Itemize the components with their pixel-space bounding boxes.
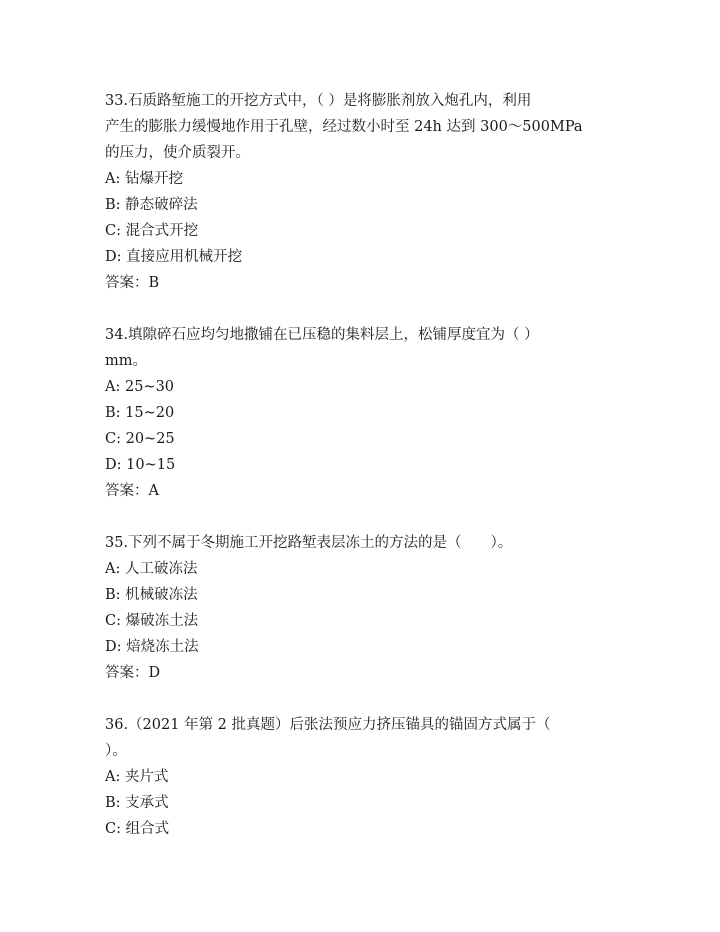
option-b: B: 支承式 [105, 795, 169, 811]
question-stem-line: ）。 [105, 743, 127, 759]
question-34 [105, 322, 625, 504]
question-stem-line: 34.填隙碎石应均匀地撒铺在已压稳的集料层上，松铺厚度宜为（ ） [105, 327, 539, 343]
option-d: D: 焙烧冻土法 [105, 639, 199, 655]
option-c: C: 爆破冻土法 [105, 613, 199, 629]
option-a: A: 25~30 [105, 379, 175, 395]
option-d: D: 10~15 [105, 457, 176, 473]
question-35 [105, 530, 625, 686]
option-c: C: 20~25 [105, 431, 175, 447]
answer: 答案：A [105, 483, 159, 499]
option-d: D: 直接应用机械开挖 [105, 249, 243, 265]
question-stem-line: 产生的膨胀力缓慢地作用于孔壁，经过数小时至 24h 达到 300～500MPa [105, 119, 583, 135]
question-stem-line: 35.下列不属于冬期施工开挖路堑表层冻土的方法的是（ ）。 [105, 535, 513, 551]
option-c: C: 组合式 [105, 821, 170, 837]
question-36 [105, 712, 625, 842]
option-a: A: 钻爆开挖 [105, 171, 183, 187]
exam-page [105, 88, 625, 868]
option-a: A: 人工破冻法 [105, 561, 198, 577]
option-a: A: 夹片式 [105, 769, 169, 785]
question-stem-line: 33.石质路堑施工的开挖方式中，（ ）是将膨胀剂放入炮孔内，利用 [105, 93, 532, 109]
option-b: B: 机械破冻法 [105, 587, 198, 603]
question-33 [105, 88, 625, 296]
question-stem-line: mm。 [105, 353, 147, 369]
question-stem-line: 的压力，使介质裂开。 [105, 145, 250, 161]
option-c: C: 混合式开挖 [105, 223, 199, 239]
answer: 答案：B [105, 275, 160, 291]
question-stem-line: 36.（2021 年第 2 批真题）后张法预应力挤压锚具的锚固方式属于（ [105, 717, 551, 733]
answer: 答案：D [105, 665, 161, 681]
option-b: B: 静态破碎法 [105, 197, 198, 213]
option-b: B: 15~20 [105, 405, 175, 421]
